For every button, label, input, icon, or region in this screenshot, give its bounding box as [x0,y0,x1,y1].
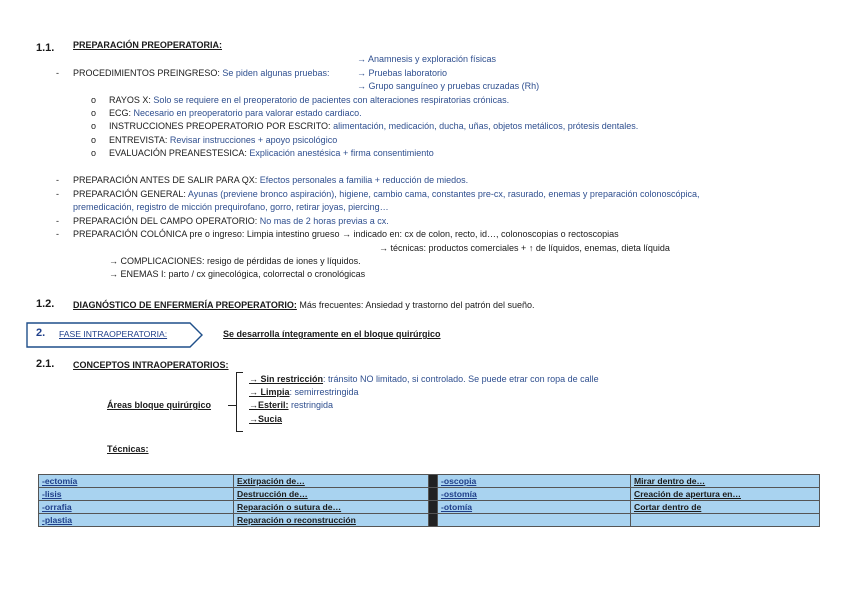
area-text: restringida [288,400,334,410]
area-text: : semirrestringida [289,387,359,397]
tecnicas-label: Técnicas: [107,444,149,454]
table-cell: -ostomía [438,488,631,501]
prueba-item: → Grupo sanguíneo y pruebas cruzadas (Rh) [357,81,540,91]
sub-item-label: RAYOS X: [109,95,151,105]
phase-description: Se desarrolla íntegramente en el bloque quirúrgico [223,329,441,339]
dash-bullet: - [56,189,59,199]
area-item [249,387,359,398]
table-cell: -oscopia [438,475,631,488]
sub-item [109,135,337,146]
general-text: Ayunas (previene bronco aspiración), higiene, cambio cama, constantes pre-cx, rasurado, enemas y preparación colonoscópica, [187,189,700,199]
heading-number: 2.1. [36,358,55,370]
sub-item-text: alimentación, medicación, ducha, uñas, objetos metálicos, prótesis dentales. [333,121,639,131]
campo-label: PREPARACIÓN DEL CAMPO OPERATORIO: [73,216,258,226]
heading-number: 1.1. [36,42,55,54]
area-item [249,374,599,385]
sub-item [109,148,434,159]
table-row [39,488,820,501]
table-cell: Destrucción de… [234,488,429,501]
table-cell: Creación de apertura en… [631,488,820,501]
table-row [39,475,820,488]
table-cell [631,514,820,527]
circle-bullet: o [91,135,97,145]
campo-text: No mas de 2 horas previas a cx. [259,216,389,226]
sub-item-label: ECG: [109,108,132,118]
area-label: →Esteril: [249,400,289,410]
circle-bullet: o [91,148,97,158]
heading-title: FASE INTRAOPERATORIA: [59,329,168,339]
table-row [39,501,820,514]
table-cell: -plastia [39,514,234,527]
general-text-cont: premedicación, registro de micción prequirofano, gorro, retirar joyas, piercing… [73,202,389,212]
table-cell: -otomía [438,501,631,514]
procedimientos-text: Se piden algunas pruebas: [222,68,330,78]
circle-bullet: o [91,95,97,105]
heading-1-1 [36,38,54,56]
sub-item-label: ENTREVISTA: [109,135,168,145]
bracket-stem [228,405,236,406]
dash-bullet: - [56,216,59,226]
dash-bullet: - [56,175,59,185]
antes-line [73,175,468,186]
table-cell: Extirpación de… [234,475,429,488]
table-cell: Cortar dentro de [631,501,820,514]
dash-bullet: - [56,68,59,78]
table-cell: Reparación o reconstrucción [234,514,429,527]
heading-title: CONCEPTOS INTRAOPERATORIOS: [73,360,229,370]
area-item [249,400,333,411]
sub-item-text: Necesario en preoperatorio para valorar estado cardiaco. [133,108,362,118]
table-cell: -lisis [39,488,234,501]
sub-item-label: EVALUACIÓN PREANESTESICA: [109,148,247,158]
sub-item-label: INSTRUCCIONES PREOPERATORIO POR ESCRITO: [109,121,331,131]
sub-item [109,108,362,119]
table-cell: -orrafia [39,501,234,514]
bracket [236,372,243,432]
area-text: : tránsito NO limitado, si controlado. Se puede etrar con ropa de calle [323,374,599,384]
circle-bullet: o [91,108,97,118]
table-cell: Mirar dentro de… [631,475,820,488]
sub-item-text: Explicación anestésica + firma consentimiento [249,148,434,158]
procedimientos-line [73,68,329,79]
procedimientos-label: PROCEDIMIENTOS PREINGRESO: [73,68,220,78]
heading-number: 1.2. [36,298,55,310]
area-label: → Sin restricción [249,374,324,384]
colonica-line: PREPARACIÓN COLÓNICA pre o ingreso: Limpia intestino grueso → indicado en: cx de colon, recto, id…, colonoscopias o rectoscopias [73,229,619,239]
table-cell [438,514,631,527]
dash-bullet: - [56,229,59,239]
prueba-item: → Pruebas laboratorio [357,68,448,78]
table-separator [429,501,438,514]
area-item [249,414,282,425]
general-line [73,189,700,200]
complicaciones-line: → COMPLICACIONES: resigo de pérdidas de iones y líquidos. [109,256,361,266]
tecnicas-table [38,474,820,527]
enemas-line: → ENEMAS I: parto / cx ginecológica, colorrectal o cronológicas [109,269,366,279]
sub-item-text: Revisar instrucciones + apoyo psicológico [169,135,338,145]
table-separator [429,514,438,527]
heading-1-2 [73,300,535,311]
general-label: PREPARACIÓN GENERAL: [73,189,186,199]
heading-title: PREPARACIÓN PREOPERATORIA: [73,40,223,50]
antes-label: PREPARACIÓN ANTES DE SALIR PARA QX: [73,175,258,185]
heading-number: 2. [36,327,46,339]
circle-bullet: o [91,121,97,131]
prueba-item: → Anamnesis y exploración físicas [357,54,497,64]
areas-label: Áreas bloque quirúrgico [107,400,212,410]
phase-box [26,322,204,346]
table-cell: -ectomía [39,475,234,488]
table-separator [429,488,438,501]
area-label: →Sucia [249,414,283,424]
sub-item [109,121,638,132]
campo-line [73,216,389,227]
heading-title: DIAGNÓSTICO DE ENFERMERÍA PREOPERATORIO: [73,300,297,310]
table-cell: Reparación o sutura de… [234,501,429,514]
antes-text: Efectos personales a familia + reducción de miedos. [259,175,469,185]
sub-item [109,95,509,106]
sub-item-text: Solo se requiere en el preoperatorio de pacientes con alteraciones respiratorias crónicas. [153,95,510,105]
table-separator [429,475,438,488]
area-label: → Limpia [249,387,290,397]
diagnostico-text: Más frecuentes: Ansiedad y trastorno del patrón del sueño. [299,300,535,310]
table-row [39,514,820,527]
colonica-tecnicas: → técnicas: productos comerciales + ↑ de líquidos, enemas, dieta líquida [379,243,670,253]
